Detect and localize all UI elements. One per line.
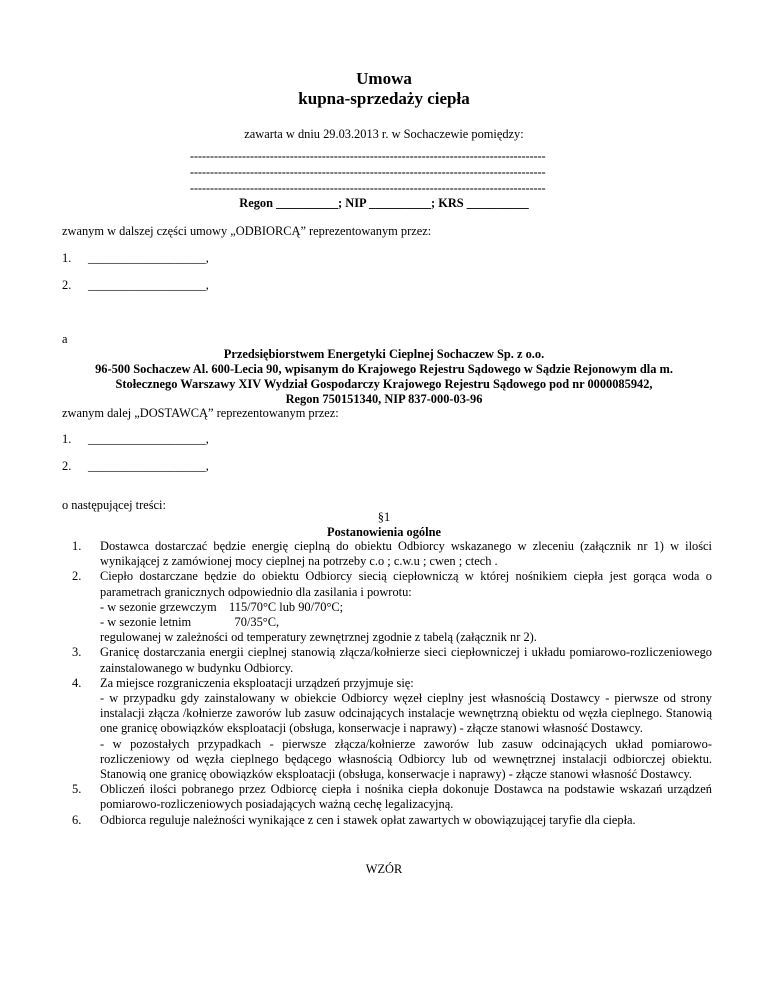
supplier-regon-nip: Regon 750151340, NIP 837-000-03-96 — [285, 392, 483, 406]
rep-blank: ___________________, — [88, 278, 209, 292]
supplier-rep-1 — [62, 432, 209, 447]
clause-number: 4. — [72, 675, 82, 690]
clause-5 — [62, 782, 712, 812]
rep-blank: ___________________, — [88, 432, 209, 446]
party-name-dash-line: ----------------------------------------------------------------------------------------- — [190, 181, 546, 195]
recipient-intro: zwanym w dalszej części umowy „ODBIORCĄ” reprezentowanym przez: — [62, 224, 432, 238]
clause-text: Granicę dostarczania energii cieplnej stanowią złącza/kołnierze sieci ciepłowniczej i układu pomiarowo-rozliczeniowego zainstalowanego w budynku Odbiorcy. — [100, 645, 712, 675]
clause-6 — [62, 813, 712, 828]
clause-number: 3. — [72, 645, 82, 660]
clause-number: 2. — [72, 569, 82, 584]
rep-number: 1. — [62, 432, 72, 446]
rep-blank: ___________________, — [88, 459, 209, 473]
supplier-address: 96-500 Sochaczew Al. 600-Lecia 90, wpisanym do Krajowego Rejestru Sądowego w Sądzie Rejonowym dla m. — [95, 362, 673, 376]
document-title: Umowa — [356, 69, 412, 88]
template-mark: WZÓR — [365, 862, 403, 876]
document-subtitle: kupna-sprzedaży ciepła — [298, 89, 470, 108]
supplier-rep-2 — [62, 459, 209, 474]
clause-text: - w sezonie letnim 70/35°C, — [100, 615, 280, 630]
clause-number: 1. — [72, 539, 82, 553]
rep-number: 2. — [62, 459, 72, 473]
clause-1 — [62, 539, 712, 569]
clause-text: Dostawca dostarczać będzie energię cieplną do obiektu Odbiorcy wskazanego w zleceniu (załącznik nr 1) w ilości wynikającej z zamówionej mocy cieplnej na potrzeby c.o ; c.w.u ; cwen ; ctech . — [100, 539, 712, 569]
party-name-dash-line: ----------------------------------------------------------------------------------------- — [190, 149, 546, 163]
supplier-registry: Stołecznego Warszawy XIV Wydział Gospodarczy Krajowego Rejestru Sądowego pod nr 0000085942, — [115, 377, 653, 391]
regon-nip-krs-line: Regon __________; NIP __________; KRS __________ — [239, 196, 529, 210]
recipient-rep-2 — [62, 278, 209, 293]
clause-text: Odbiorca reguluje należności wynikające z cen i stawek opłat zawartych w obowiązującej taryfie dla ciepła. — [100, 812, 636, 827]
clause-text: Za miejsce rozgraniczenia eksploatacji urządzeń przyjmuje się: — [100, 675, 414, 690]
section-heading: Postanowienia ogólne — [327, 525, 441, 539]
clause-number: 6. — [72, 812, 82, 827]
supplier-intro: zwanym dalej „DOSTAWCĄ” reprezentowanym przez: — [62, 406, 339, 420]
clause-text: Obliczeń ilości pobranego przez Odbiorcę ciepła i nośnika ciepła dokonuje Dostawca na podstawie wskazań urządzeń pomiarowo-rozliczeniowych posiadających ważną cechę legalizacyjną. — [100, 782, 712, 812]
clause-text: - w pozostałych przypadkach - pierwsze złącza/kołnierze zaworów lub zasuw odcinających układ pomiarowo-rozliczeniowy od węzła cieplnego będącego własnością Odbiorcy lub od wewnętrznej instalacji odbiorczej obiektu. Stanowią one granicę obowiązków eksploatacji (obsługa, konserwacje i naprawy) - złącze stanowi własność Dostawcy. — [100, 736, 712, 782]
clause-2 — [62, 569, 712, 645]
clause-3 — [62, 645, 712, 675]
rep-number: 2. — [62, 278, 72, 292]
supplier-name: Przedsiębiorstwem Energetyki Cieplnej Sochaczew Sp. z o.o. — [223, 347, 545, 361]
date-line: zawarta w dniu 29.03.2013 r. w Sochaczewie pomiędzy: — [244, 127, 524, 141]
rep-blank: ___________________, — [88, 251, 209, 265]
section-number: §1 — [377, 510, 391, 524]
clause-text: - w przypadku gdy zainstalowany w obiekcie Odbiorcy węzeł cieplny jest własnością Dostawcy - pierwsze od strony instalacji złącza /kołnierze zaworów lub zasuw odcinających instalacje wewnętrzną obiektu od węzła cieplnego. Stanowią one granicę obowiązków eksploatacji (obsługa, konserwacje i naprawy) - złącze stanowi własność Dostawcy. — [100, 691, 712, 736]
clause-4 — [62, 676, 712, 782]
clause-number: 5. — [72, 782, 82, 797]
clause-text: - w sezonie grzewczym 115/70°C lub 90/70°C; — [100, 599, 344, 614]
recipient-rep-1 — [62, 251, 209, 266]
rep-number: 1. — [62, 251, 72, 265]
conjunction-a: a — [62, 332, 68, 346]
content-intro: o następującej treści: — [62, 498, 166, 512]
party-name-dash-line: ----------------------------------------------------------------------------------------- — [190, 165, 546, 179]
clause-text: regulowanej w zależności od temperatury zewnętrznej zgodnie z tabelą (załącznik nr 2). — [100, 630, 537, 645]
clause-text: Ciepło dostarczane będzie do obiektu Odbiorcy siecią ciepłowniczą w której nośnikiem ciepła jest gorąca woda o parametrach granicznych odpowiednio dla zasilania i powrotu: — [100, 569, 712, 599]
clause-list — [62, 539, 712, 828]
